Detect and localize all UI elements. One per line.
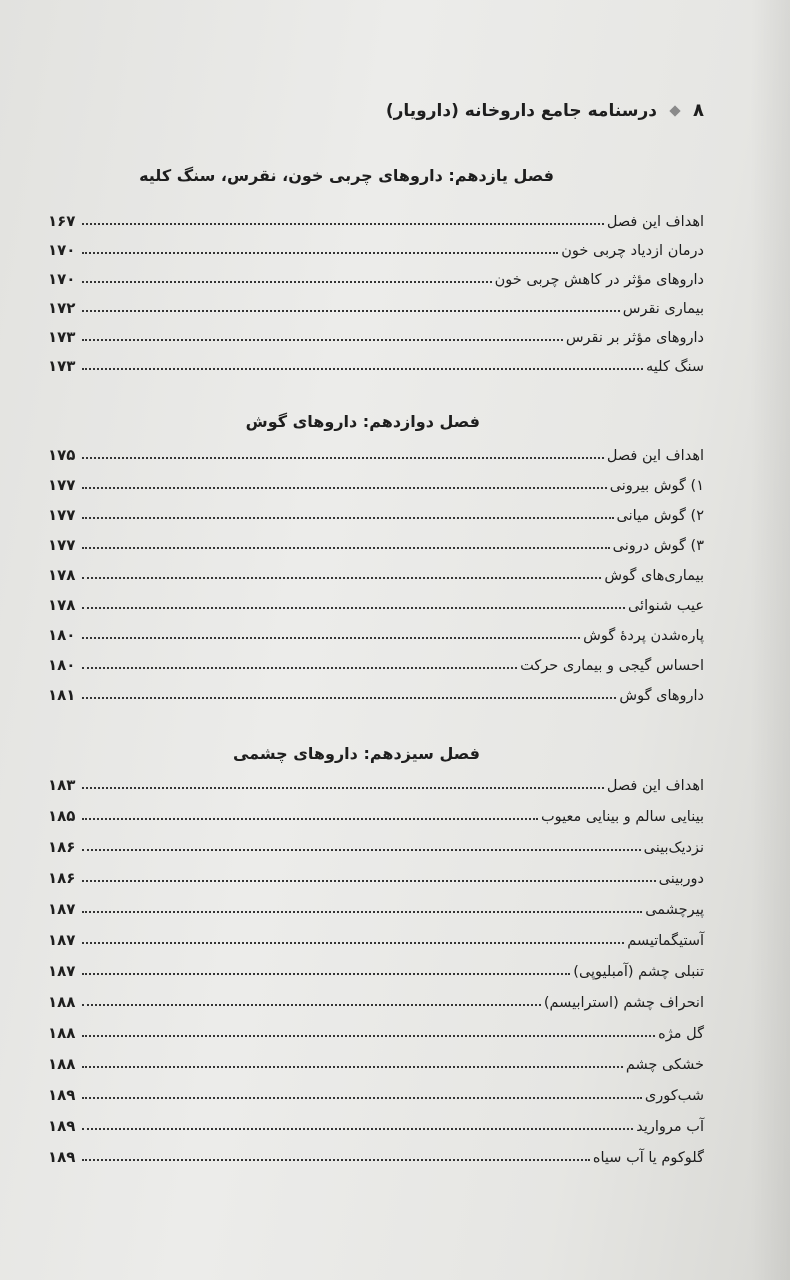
dot-leader xyxy=(82,818,538,820)
toc-entry-label: داروهای مؤثر بر نقرس xyxy=(565,330,704,346)
toc-entry-label: سنگ کلیه xyxy=(646,359,704,375)
toc-row[interactable] xyxy=(48,1018,704,1042)
toc-entry-label: ۳) گوش درونی xyxy=(612,538,704,554)
toc-entry-label: دوربینی xyxy=(658,871,704,887)
toc-page-number: ۱۷۷ xyxy=(48,476,76,494)
toc-entry-label: نزدیک‌بینی xyxy=(643,840,704,856)
toc-entry-label: داروهای گوش xyxy=(619,688,704,704)
toc-entry-label: احساس گیجی و بیماری حرکت xyxy=(520,658,704,674)
toc-row[interactable] xyxy=(48,650,704,674)
dot-leader xyxy=(82,1097,642,1099)
toc-entry-label: اهداف این فصل xyxy=(606,448,704,464)
running-head xyxy=(386,100,704,121)
chapter-title-13: فصل سیزدهم: داروهای چشمی xyxy=(232,744,480,763)
toc-entry-label: انحراف چشم (استرابیسم) xyxy=(543,995,704,1011)
dot-leader xyxy=(82,517,614,519)
toc-row[interactable] xyxy=(48,1142,704,1166)
toc-row[interactable] xyxy=(48,832,704,856)
toc-page-number: ۱۷۲ xyxy=(48,299,76,317)
toc-row[interactable] xyxy=(48,1049,704,1073)
toc-row[interactable] xyxy=(48,322,704,346)
toc-entry-label: بیماری نقرس xyxy=(622,301,704,317)
toc-page-number: ۱۶۷ xyxy=(48,212,76,230)
toc-entry-label: گل مژه xyxy=(658,1026,704,1042)
dot-leader xyxy=(82,607,625,609)
toc-page-number: ۱۸۳ xyxy=(48,776,76,794)
toc-page-number: ۱۸۸ xyxy=(48,993,76,1011)
toc-row[interactable] xyxy=(48,801,704,825)
dot-leader xyxy=(82,1035,655,1037)
toc-entry-label: اهداف این فصل xyxy=(606,214,704,230)
dot-leader xyxy=(82,487,607,489)
toc-row[interactable] xyxy=(48,235,704,259)
toc-entry-label: بینایی سالم و بینایی معیوب xyxy=(540,809,704,825)
toc-page-number: ۱۸۰ xyxy=(48,656,76,674)
toc-entry-label: پاره‌شدن پردهٔ گوش xyxy=(583,628,704,644)
toc-entry-label: شب‌کوری xyxy=(644,1088,704,1104)
chapter-title-12: فصل دوازدهم: داروهای گوش xyxy=(245,412,480,431)
toc-page-number: ۱۸۸ xyxy=(48,1024,76,1042)
toc-entry-label: ۲) گوش میانی xyxy=(616,508,704,524)
toc-page-number: ۱۷۸ xyxy=(48,596,76,614)
toc-row[interactable] xyxy=(48,620,704,644)
toc-entry-label: ۱) گوش بیرونی xyxy=(609,478,704,494)
toc-row[interactable] xyxy=(48,440,704,464)
dot-leader xyxy=(82,911,642,913)
book-title: درسنامه جامع داروخانه (دارویار) xyxy=(385,100,657,121)
toc-row[interactable] xyxy=(48,1111,704,1135)
toc-page-number: ۱۸۱ xyxy=(48,686,76,704)
toc-page-number: ۱۷۳ xyxy=(48,328,76,346)
toc-row[interactable] xyxy=(48,956,704,980)
dot-leader xyxy=(82,697,616,699)
dot-leader xyxy=(82,787,604,789)
toc-row[interactable] xyxy=(48,590,704,614)
dot-leader xyxy=(82,457,604,459)
dot-leader xyxy=(82,339,563,341)
toc-row[interactable] xyxy=(48,500,704,524)
toc-page-number: ۱۸۹ xyxy=(48,1086,76,1104)
toc-row[interactable] xyxy=(48,680,704,704)
dot-leader xyxy=(82,547,610,549)
toc-row[interactable] xyxy=(48,264,704,288)
toc-entry-label: گلوکوم یا آب سیاه xyxy=(592,1150,704,1166)
toc-page-number: ۱۸۸ xyxy=(48,1055,76,1073)
dot-leader xyxy=(82,637,580,639)
toc-page-number: ۱۷۵ xyxy=(48,446,76,464)
toc-row[interactable] xyxy=(48,560,704,584)
toc-entry-label: خشکی چشم xyxy=(625,1057,704,1073)
dot-leader xyxy=(82,577,601,579)
toc-page-number: ۱۷۰ xyxy=(48,241,76,259)
toc-page-number: ۱۸۷ xyxy=(48,931,76,949)
toc-row[interactable] xyxy=(48,863,704,887)
dot-leader xyxy=(82,281,492,283)
toc-page-number: ۱۸۹ xyxy=(48,1148,76,1166)
toc-entry-label: پیرچشمی xyxy=(645,902,704,918)
page-number: ۸ xyxy=(693,100,704,121)
toc-row[interactable] xyxy=(48,925,704,949)
dot-leader xyxy=(82,880,656,882)
dot-leader xyxy=(82,667,517,669)
toc-page-number: ۱۷۸ xyxy=(48,566,76,584)
toc-page-number: ۱۸۷ xyxy=(48,962,76,980)
dot-leader xyxy=(82,310,620,312)
toc-entry-label: بیماری‌های گوش xyxy=(604,568,704,584)
toc-page-number: ۱۷۷ xyxy=(48,536,76,554)
toc-page-number: ۱۸۹ xyxy=(48,1117,76,1135)
toc-entry-label: داروهای مؤثر در کاهش چربی خون xyxy=(494,272,704,288)
toc-row[interactable] xyxy=(48,293,704,317)
toc-row[interactable] xyxy=(48,351,704,375)
dot-leader xyxy=(82,1128,633,1130)
dot-leader xyxy=(82,849,641,851)
toc-entry-label: آستیگماتیسم xyxy=(627,933,704,949)
dot-leader xyxy=(82,973,570,975)
toc-row[interactable] xyxy=(48,530,704,554)
toc-row[interactable] xyxy=(48,206,704,230)
toc-page-number: ۱۷۰ xyxy=(48,270,76,288)
toc-entry-label: اهداف این فصل xyxy=(606,778,704,794)
dot-leader xyxy=(82,252,558,254)
toc-row[interactable] xyxy=(48,470,704,494)
toc-page-number: ۱۷۷ xyxy=(48,506,76,524)
toc-entry-label: تنبلی چشم (آمبلیوپی) xyxy=(573,964,704,980)
dot-leader xyxy=(82,368,643,370)
toc-page-number: ۱۷۳ xyxy=(48,357,76,375)
dot-leader xyxy=(82,223,604,225)
dot-leader xyxy=(82,1159,590,1161)
toc-entry-label: درمان ازدیاد چربی خون xyxy=(561,243,704,259)
diamond-icon xyxy=(669,105,680,116)
toc-row[interactable] xyxy=(48,1080,704,1104)
toc-page-number: ۱۸۶ xyxy=(48,869,76,887)
dot-leader xyxy=(82,1066,623,1068)
toc-page-number: ۱۸۶ xyxy=(48,838,76,856)
page-shadow xyxy=(750,0,790,1280)
toc-row[interactable] xyxy=(48,894,704,918)
dot-leader xyxy=(82,1004,541,1006)
toc-entry-label: آب مروارید xyxy=(636,1119,704,1135)
toc-entry-label: عیب شنوائی xyxy=(627,598,704,614)
toc-page-number: ۱۸۰ xyxy=(48,626,76,644)
chapter-title-11: فصل یازدهم: داروهای چربی خون، نقرس، سنگ کلیه xyxy=(139,166,554,185)
toc-row[interactable] xyxy=(48,770,704,794)
toc-row[interactable] xyxy=(48,987,704,1011)
toc-page-number: ۱۸۷ xyxy=(48,900,76,918)
dot-leader xyxy=(82,942,624,944)
toc-page-number: ۱۸۵ xyxy=(48,807,76,825)
